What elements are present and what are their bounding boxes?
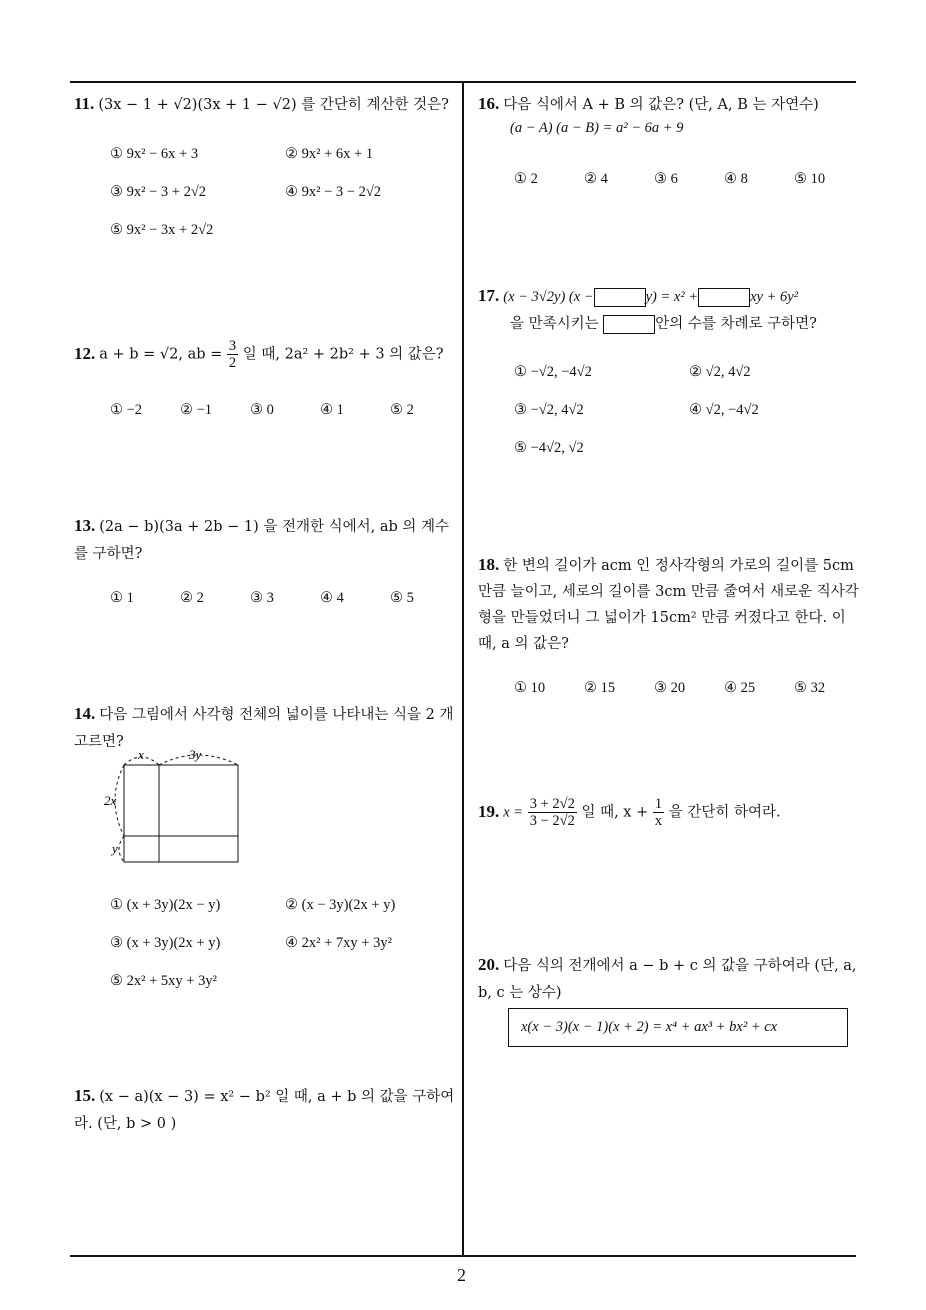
- option-5[interactable]: ⑤ 9x² − 3x + 2√2: [110, 222, 214, 238]
- answer-blank-1[interactable]: [594, 288, 646, 307]
- option-4[interactable]: ④ 4: [320, 590, 344, 606]
- option-3[interactable]: ③ 3: [250, 590, 274, 606]
- option-2[interactable]: ② 9x² + 6x + 1: [285, 146, 374, 162]
- answer-blank-3[interactable]: [603, 315, 655, 334]
- column-divider: [462, 81, 464, 1257]
- rectangle-figure: [100, 745, 245, 867]
- question-18: [478, 552, 863, 657]
- question-11: [74, 90, 459, 119]
- question-stem-part: y) = x² +: [645, 289, 699, 305]
- question-number: 14.: [74, 704, 96, 723]
- option-4[interactable]: ④ √2, −4√2: [689, 402, 759, 418]
- question-16: [478, 90, 858, 119]
- question-13: [74, 512, 459, 568]
- question-number: 20.: [478, 955, 500, 974]
- option-4[interactable]: ④ 2x² + 7xy + 3y²: [285, 935, 392, 951]
- question-20: [478, 951, 863, 1007]
- question-stem: 한 변의 길이가 acm 인 정사각형의 가로의 길이를 5cm 만큼 늘이고, 세로의 길이를 3cm 만큼 줄여서 새로운 직사각형을 만들었더니 그 넓이가 15cm² 만큼 커졌다고 한다. 이 때, a 의 값은?: [478, 558, 859, 652]
- question-15: [74, 1082, 459, 1138]
- option-1[interactable]: ① −√2, −4√2: [514, 364, 592, 380]
- question-stem: 다음 그림에서 사각형 전체의 넓이를 나타내는 식을 2 개 고르면?: [74, 707, 454, 750]
- option-3[interactable]: ③ 20: [654, 680, 686, 696]
- option-5[interactable]: ⑤ −4√2, √2: [514, 440, 584, 456]
- question-stem: (3x − 1 + √2)(3x + 1 − √2) 를 간단히 계산한 것은?: [98, 97, 449, 113]
- label-y: y: [112, 841, 118, 856]
- option-2[interactable]: ② 15: [584, 680, 616, 696]
- option-1[interactable]: ① 9x² − 6x + 3: [110, 146, 199, 162]
- option-2[interactable]: ② −1: [180, 402, 213, 418]
- option-5[interactable]: ⑤ 2x² + 5xy + 3y²: [110, 973, 217, 989]
- question-stem-part: a + b = √2, ab =: [99, 346, 223, 363]
- question-number: 17.: [478, 286, 500, 305]
- option-5[interactable]: ⑤ 5: [390, 590, 414, 606]
- option-2[interactable]: ② 4: [584, 171, 608, 187]
- question-stem-part: 일 때, 2a² + 2b² + 3 의 값은?: [242, 346, 444, 363]
- denominator: 2: [228, 355, 237, 371]
- question-number: 19.: [478, 801, 500, 821]
- option-1[interactable]: ① 10: [514, 680, 546, 696]
- question-stem-part: 을 간단히 하여라.: [668, 804, 781, 821]
- option-1[interactable]: ① 1: [110, 590, 134, 606]
- option-2[interactable]: ② 2: [180, 590, 204, 606]
- question-number: 18.: [478, 555, 500, 574]
- question-stem-part: (x − 3√2y) (x −: [503, 289, 594, 305]
- question-number: 11.: [74, 94, 95, 113]
- question-stem: (2a − b)(3a + 2b − 1) 을 전개한 식에서, ab 의 계수를 구하면?: [74, 519, 449, 562]
- label-2x: 2x: [104, 793, 117, 808]
- question-stem-part: 안의 수를 차례로 구하면?: [655, 316, 817, 332]
- option-2[interactable]: ② (x − 3y)(2x + y): [285, 897, 396, 913]
- option-5[interactable]: ⑤ 2: [390, 402, 414, 418]
- question-stem-part: xy + 6y²: [750, 289, 799, 305]
- answer-blank-2[interactable]: [698, 288, 750, 307]
- question-number: 16.: [478, 94, 500, 113]
- numerator: 3: [228, 338, 237, 354]
- bottom-rule: [70, 1255, 856, 1257]
- option-5[interactable]: ⑤ 32: [794, 680, 826, 696]
- question-number: 15.: [74, 1086, 96, 1105]
- option-2[interactable]: ② √2, 4√2: [689, 364, 751, 380]
- option-5[interactable]: ⑤ 10: [794, 171, 826, 187]
- question-stem-part: 을 만족시키는: [510, 316, 599, 332]
- question-stem: 다음 식의 전개에서 a − b + c 의 값을 구하여라 (단, a, b, c 는 상수): [478, 958, 857, 1001]
- boxed-equation: x(x − 3)(x − 1)(x + 2) = x⁴ + ax³ + bx² + cx: [508, 1008, 848, 1047]
- option-4[interactable]: ④ 1: [320, 402, 344, 418]
- numerator: 1: [654, 796, 663, 812]
- option-4[interactable]: ④ 8: [724, 171, 748, 187]
- option-1[interactable]: ① 2: [514, 171, 538, 187]
- option-4[interactable]: ④ 9x² − 3 − 2√2: [285, 184, 382, 200]
- question-12: [74, 338, 459, 371]
- option-3[interactable]: ③ (x + 3y)(2x + y): [110, 935, 221, 951]
- fraction: [227, 338, 238, 371]
- denominator: 3 − 2√2: [529, 813, 575, 829]
- fraction: [528, 796, 577, 829]
- option-3[interactable]: ③ 0: [250, 402, 274, 418]
- question-number: 13.: [74, 516, 96, 535]
- option-1[interactable]: ① −2: [110, 402, 143, 418]
- option-3[interactable]: ③ −√2, 4√2: [514, 402, 584, 418]
- question-17: [478, 282, 863, 338]
- question-stem-part: x =: [503, 804, 524, 821]
- option-4[interactable]: ④ 25: [724, 680, 756, 696]
- equation: (a − A) (a − B) = a² − 6a + 9: [510, 120, 684, 136]
- option-3[interactable]: ③ 6: [654, 171, 678, 187]
- page-number: 2: [457, 1265, 466, 1285]
- option-3[interactable]: ③ 9x² − 3 + 2√2: [110, 184, 207, 200]
- label-x: x: [138, 747, 144, 762]
- question-19: [478, 796, 863, 829]
- numerator: 3 + 2√2: [529, 796, 575, 812]
- question-number: 12.: [74, 343, 96, 363]
- label-3y: 3y: [189, 747, 202, 762]
- question-stem: (x − a)(x − 3) = x² − b² 일 때, a + b 의 값을 구하여라. (단, b > 0 ): [74, 1089, 455, 1132]
- fraction: [653, 796, 664, 829]
- question-stem-part: 일 때, x +: [581, 804, 649, 821]
- option-1[interactable]: ① (x + 3y)(2x − y): [110, 897, 221, 913]
- question-stem: 다음 식에서 A + B 의 값은? (단, A, B 는 자연수): [503, 97, 819, 113]
- denominator: x: [654, 813, 663, 829]
